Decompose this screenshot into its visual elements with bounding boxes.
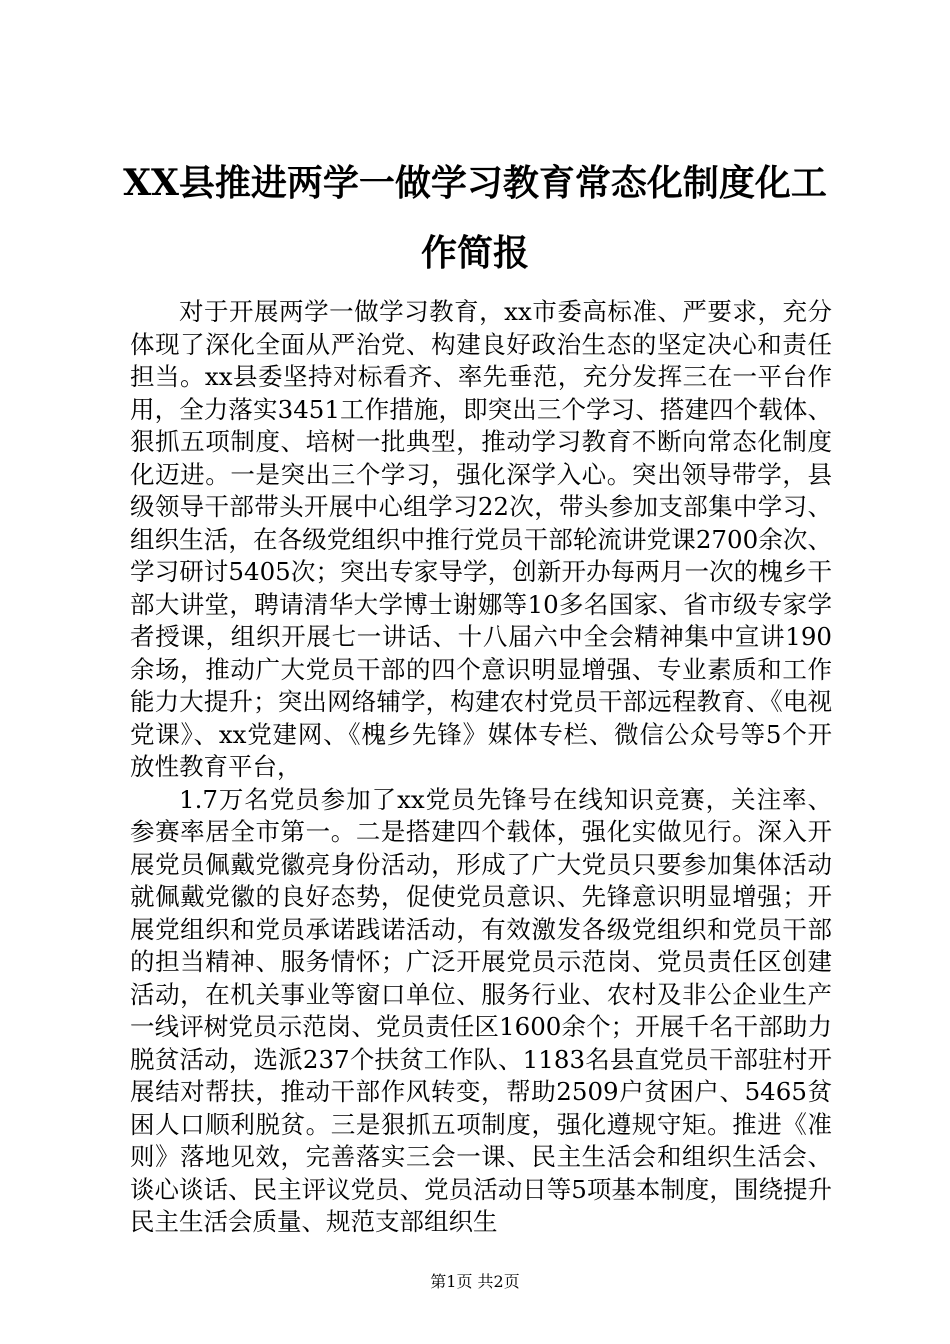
page-footer: 第1页 共2页 bbox=[430, 1272, 520, 1291]
title-line-1: XX县推进两学一做学习教育常态化制度化工 bbox=[123, 162, 827, 204]
paragraph-1: 对于开展两学一做学习教育，xx市委高标准、严要求，充分体现了深化全面从严治党、构建良好政治生态的坚定决心和责任担当。xx县委坚持对标看齐、率先垂范，充分发挥三在一平台作用，全力落实3451工作措施，即突出三个学习、搭建四个载体、狠抓五项制度、培树一批典型，推动学习教育不断向常态化制度化迈进。一是突出三个学习，强化深学入心。突出领导带学，县级领导干部带头开展中心组学习22次，带头参加支部集中学习、组织生活，在各级党组织中推行党员干部轮流讲党课2700余次、学习研讨5405次；突出专家导学，创新开办每两月一次的槐乡干部大讲堂，聘请清华大学博士谢娜等10多名国家、省市级专家学者授课，组织开展七一讲话、十八届六中全会精神集中宣讲190余场，推动广大党员干部的四个意识明显增强、专业素质和工作能力大提升；突出网络辅学，构建农村党员干部远程教育、《电视党课》、xx党建网、《槐乡先锋》媒体专栏、微信公众号等5个开放性教育平台， bbox=[130, 297, 832, 781]
document-title bbox=[120, 148, 830, 288]
title-line-2: 作简报 bbox=[420, 232, 529, 274]
document-body bbox=[130, 296, 832, 1239]
paragraph-2: 1.7万名党员参加了xx党员先锋号在线知识竞赛，关注率、参赛率居全市第一。二是搭建四个载体，强化实做见行。深入开展党员佩戴党徽亮身份活动，形成了广大党员只要参加集体活动就佩戴党徽的良好态势，促使党员意识、先锋意识明显增强；开展党组织和党员承诺践诺活动，有效激发各级党组织和党员干部的担当精神、服务情怀；广泛开展党员示范岗、党员责任区创建活动，在机关事业等窗口单位、服务行业、农村及非公企业生产一线评树党员示范岗、党员责任区1600余个；开展千名干部助力脱贫活动，选派237个扶贫工作队、1183名县直党员干部驻村开展结对帮扶，推动干部作风转变，帮助2509户贫困户、5465贫困人口顺利脱贫。三是狠抓五项制度，强化遵规守矩。推进《准则》落地见效，完善落实三会一课、民主生活会和组织生活会、谈心谈话、民主评议党员、党员活动日等5项基本制度，围绕提升民主生活会质量、规范支部组织生 bbox=[130, 784, 832, 1236]
